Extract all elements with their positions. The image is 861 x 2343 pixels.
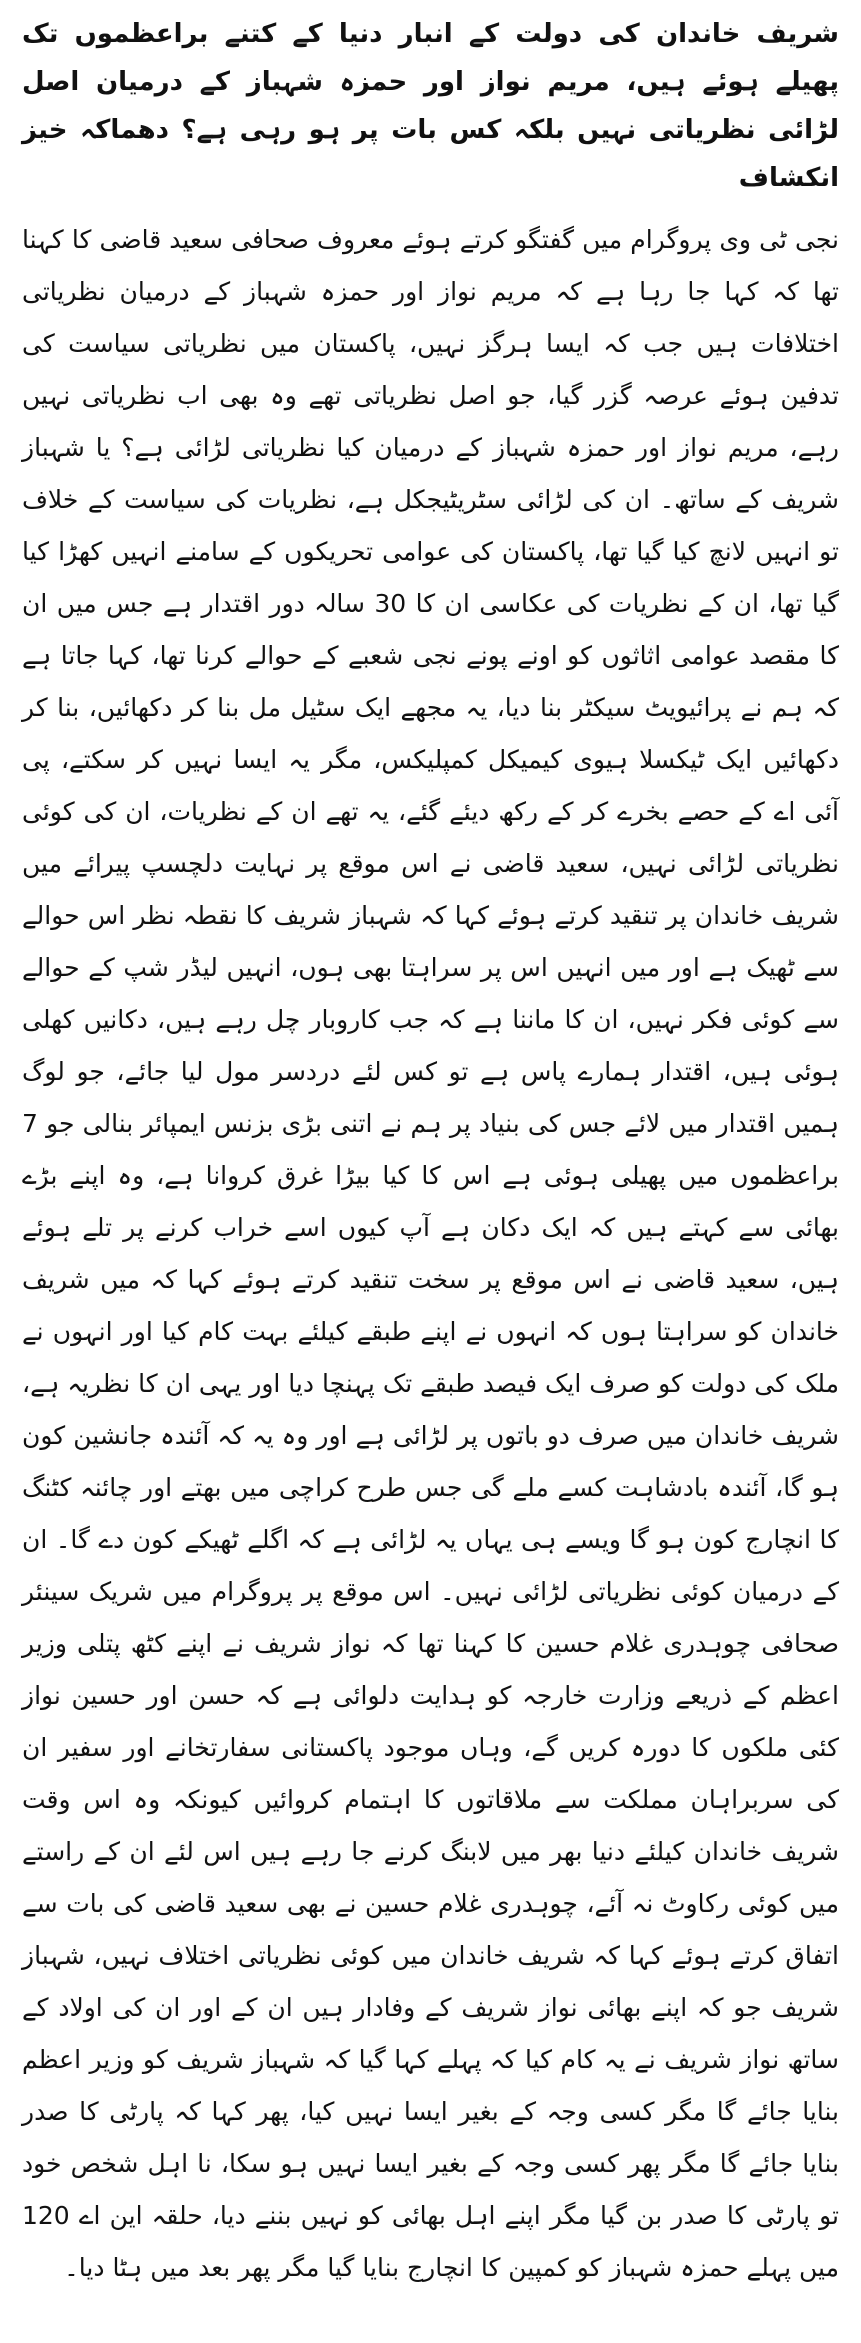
article-headline: شریف خاندان کی دولت کے انبار دنیا کے کتنے براعظموں تک پھیلے ہوئے ہیں، مریم نواز اور حمزہ شہباز کے درمیان اصل لڑائی نظریاتی نہیں بلکہ کس بات پر ہو رہی ہے؟ دھماکہ خیز انکشاف (22, 19, 839, 193)
article-body: نجی ٹی وی پروگرام میں گفتگو کرتے ہوئے معروف صحافی سعید قاضی کا کہنا تھا کہ کہا جا رہا ہے کہ مریم نواز اور حمزہ شہباز کے درمیان نظریاتی اختلافات ہیں جب کہ ایسا ہرگز نہیں، پاکستان میں نظریاتی سیاست کی تدفین ہوئے عرصہ گزر گیا، جو اصل نظریاتی تھے وہ بھی اب نظریاتی نہیں رہے، مریم نواز اور حمزہ شہباز کے درمیان کیا نظریاتی لڑائی ہے؟ یا شہباز شریف کے ساتھ۔ ان کی لڑائی سٹریٹیجکل ہے، نظریات کی سیاست کے خلاف تو انہیں لانچ کیا گیا تھا، پاکستان کی عوامی تحریکوں کے سامنے انہیں کھڑا کیا گیا تھا، ان کے نظریات کی عکاسی ان کا 30 سالہ دور اقتدار ہے جس میں ان کا مقصد عوامی اثاثوں کو اونے پونے نجی شعبے کے حوالے کرنا تھا، کہا جاتا ہے کہ ہم نے پرائیویٹ سیکٹر بنا دیا، یہ مجھے ایک سٹیل مل بنا کر دکھائیں، بنا کر دکھائیں ایک ٹیکسلا ہیوی کیمیکل کمپلیکس، مگر یہ ایسا نہیں کر سکتے، پی آئی اے کے حصے بخرے کر کے رکھ دیئے گئے، یہ تھے ان کے نظریات، ان کی کوئی نظریاتی لڑائی نہیں، سعید قاضی نے اس موقع پر نہایت دلچسپ پیرائے میں شریف خاندان پر تنقید کرتے ہوئے کہا کہ شہباز شریف کا نقطہ نظر اس حوالے سے ٹھیک ہے اور میں انہیں اس پر سراہتا بھی ہوں، انہیں لیڈر شپ کے حوالے سے کوئی فکر نہیں، ان کا ماننا ہے کہ جب کاروبار چل رہے ہیں، دکانیں کھلی ہوئی ہیں، اقتدار ہمارے پاس ہے تو کس لئے دردسر مول لیا جائے، جو لوگ ہمیں اقتدار میں لائے جس کی بنیاد پر ہم نے اتنی بڑی بزنس ایمپائر بنالی جو 7 براعظموں میں پھیلی ہوئی ہے اس کا کیا بیڑا غرق کروانا ہے، وہ اپنے بڑے بھائی سے کہتے ہیں کہ ایک دکان ہے آپ کیوں اسے خراب کرنے پر تلے ہوئے ہیں، سعید قاضی نے اس موقع پر سخت تنقید کرتے ہوئے کہا کہ میں شریف خاندان کو سراہتا ہوں کہ انہوں نے اپنے طبقے کیلئے بہت کام کیا اور انہوں نے ملک کی دولت کو صرف ایک فیصد طبقے تک پہنچا دیا اور یہی ان کا نظریہ ہے، شریف خاندان میں صرف دو باتوں پر لڑائی ہے اور وہ یہ کہ آئندہ جانشین کون ہو گا، آئندہ بادشاہت کسے ملے گی جس طرح کراچی میں بھتے اور چائنہ کٹنگ کا انچارج کون ہو گا ویسے ہی یہاں یہ لڑائی ہے کہ اگلے ٹھیکے کون دے گا۔ ان کے درمیان کوئی نظریاتی لڑائی نہیں۔ اس موقع پر پروگرام میں شریک سینئر صحافی چوہدری غلام حسین کا کہنا تھا کہ نواز شریف نے اپنے کٹھ پتلی وزیر اعظم کے ذریعے وزارت خارجہ کو ہدایت دلوائی ہے کہ حسن اور حسین نواز کئی ملکوں کا دورہ کریں گے، وہاں موجود پاکستانی سفارتخانے اور سفیر ان کی سربراہان مملکت سے ملاقاتوں کا اہتمام کروائیں کیونکہ وہ اس وقت شریف خاندان کیلئے دنیا بھر میں لابنگ کرنے جا رہے ہیں اس لئے ان کے راستے میں کوئی رکاوٹ نہ آئے، چوہدری غلام حسین نے بھی سعید قاضی کی بات سے اتفاق کرتے ہوئے کہا کہ شریف خاندان میں کوئی نظریاتی اختلاف نہیں، شہباز شریف جو کہ اپنے بھائی نواز شریف کے وفادار ہیں ان کے اور ان کی اولاد کے ساتھ نواز شریف نے یہ کام کیا کہ پہلے کہا گیا کہ شہباز شریف کو وزیر اعظم بنایا جائے گا مگر کسی وجہ کے بغیر ایسا نہیں کیا، پھر کہا کہ پارٹی کا صدر بنایا جائے گا مگر پھر کسی وجہ کے بغیر ایسا نہیں ہو سکا، نا اہل شخص خود تو پارٹی کا صدر بن گیا مگر اپنے اہل بھائی کو نہیں بننے دیا، حلقہ این اے 120 میں پہلے حمزہ شہباز کو کمپین کا انچارج بنایا گیا مگر پھر بعد میں ہٹا دیا۔ (22, 225, 839, 2282)
